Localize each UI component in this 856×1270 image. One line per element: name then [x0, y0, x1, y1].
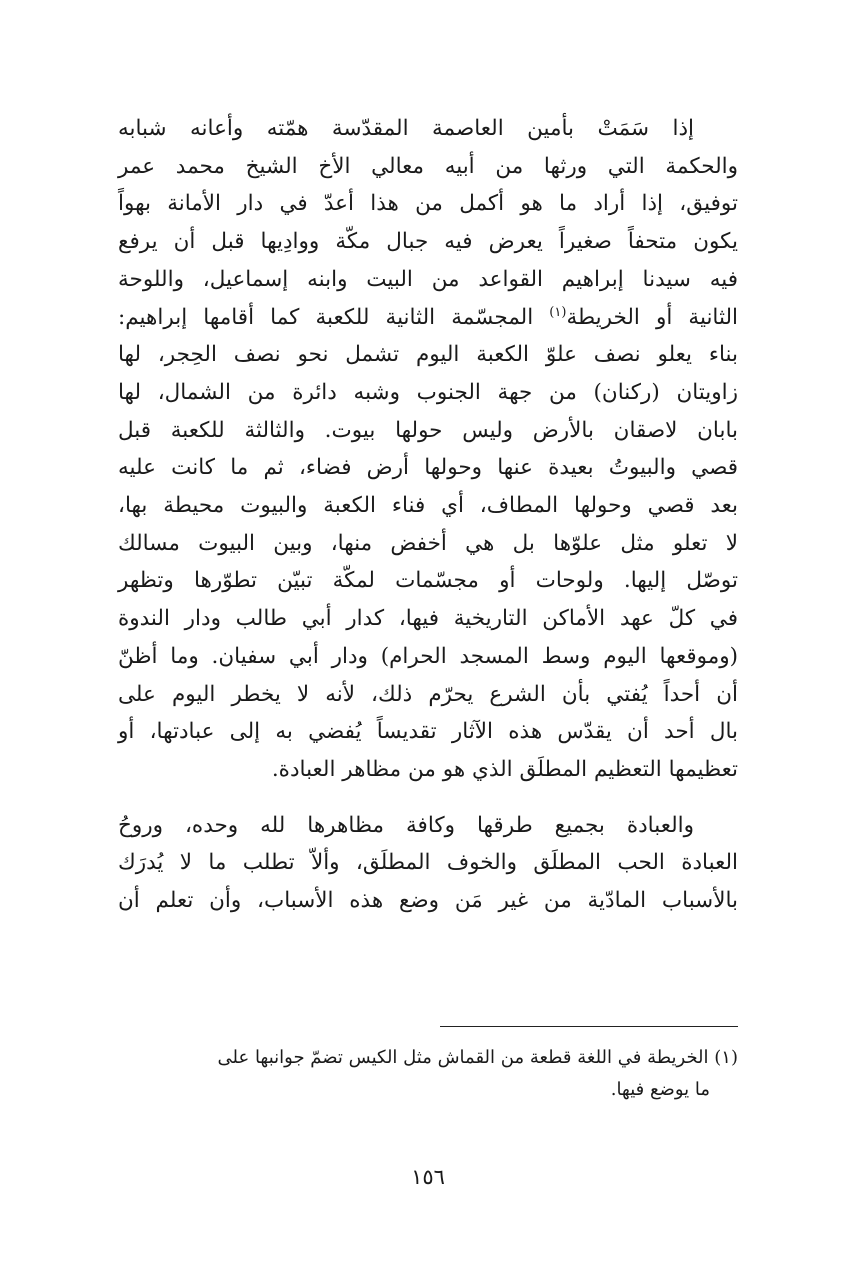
text-line: بالأسباب المادّية من غير مَن وضع هذه الأسباب، وأن تعلم أن: [118, 888, 738, 914]
text-line: زاويتان (ركنان) من جهة الجنوب وشبه دائرة من الشمال، لها: [118, 379, 738, 405]
text-line: بابان لاصقان بالأرض وليس حولها بيوت. والثالثة للكعبة قبل: [118, 417, 738, 443]
footnote-text: الخريطة في اللغة قطعة من القماش مثل الكيس تضمّ جوانبها على: [217, 1047, 715, 1068]
text-line: قصي والبيوتُ بعيدة عنها وحولها أرض فضاء، ثم ما كانت عليه: [118, 455, 738, 481]
text-line: أن أحداً يُفتي بأن الشرع يحرّم ذلك، لأنه لا يخطر اليوم على: [118, 681, 738, 707]
text-fragment: الثانية أو الخريطة: [566, 304, 738, 330]
footnote-separator: [440, 1026, 738, 1027]
text-line: فيه سيدنا إبراهيم القواعد من البيت وابنه إسماعيل، واللوحة: [118, 266, 738, 292]
text-line: لا تعلو مثل علوّها بل هي أخفض منها، وبين البيوت مسالك: [118, 530, 738, 556]
paragraph-1: [118, 110, 738, 789]
text-fragment: المجسّمة الثانية للكعبة كما أقامها إبراهيم:: [118, 304, 550, 330]
footnote-marker: (١): [714, 1047, 738, 1068]
text-line: توصّل إليها. ولوحات أو مجسّمات لمكّة تبيّن تطوّرها وتظهر: [118, 568, 738, 594]
footnote: [118, 1042, 738, 1106]
page-number: ١٥٦: [411, 1165, 445, 1189]
text-line: (وموقعها اليوم وسط المسجد الحرام) ودار أبي سفيان. وما أظنّ: [118, 643, 738, 669]
text-line: في كلّ عهد الأماكن التاريخية فيها، كدار أبي طالب ودار الندوة: [118, 606, 738, 632]
text-line: والحكمة التي ورثها من أبيه معالي الأخ الشيخ محمد عمر: [118, 153, 738, 179]
paragraph-2: [118, 807, 738, 920]
text-line: يكون متحفاً صغيراً يعرض فيه جبال مكّة ووادِيها قبل أن يرفع: [118, 229, 738, 255]
text-line: تعظيمها التعظيم المطلَق الذي هو من مظاهر العبادة.: [271, 756, 738, 782]
text-line: والعبادة بجميع طرقها وكافة مظاهرها لله وحده، وروحُ: [118, 812, 694, 838]
footnote-reference[interactable]: (١): [549, 304, 567, 320]
text-line: بعد قصي وحولها المطاف، أي فناء الكعبة والبيوت محيطة بها،: [118, 493, 738, 519]
text-line: إذا سَمَتْ بأمين العاصمة المقدّسة همّته وأعانه شبابه: [118, 116, 694, 141]
text-line: بال أحد أن يقدّس هذه الآثار تقديساً يُفضي به إلى عبادتها، أو: [118, 719, 738, 745]
book-page-body: [118, 110, 738, 920]
text-line: بناء يعلو نصف علوّ الكعبة اليوم تشمل نحو نصف الحِجر، لها: [118, 342, 739, 368]
text-line: توفيق، إذا أراد ما هو أكمل من هذا أعدّ في دار الأمانة بهواً: [118, 191, 738, 217]
footnote-line: ما يوضع فيها.: [610, 1079, 710, 1100]
footnote-line: [118, 1042, 738, 1074]
text-line-with-footnote-ref: [118, 299, 738, 337]
text-line: العبادة الحب المطلَق والخوف المطلَق، وألاّ تطلب ما لا يُدرَك: [118, 850, 738, 876]
